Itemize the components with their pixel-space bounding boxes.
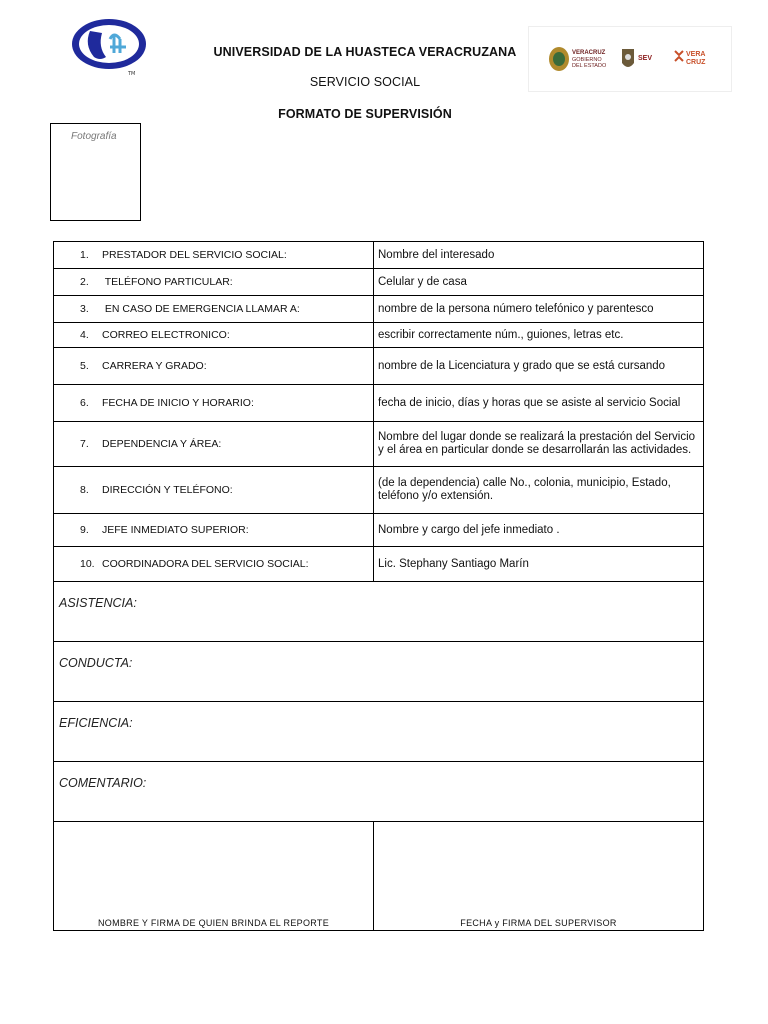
form-title: FORMATO DE SUPERVISIÓN [278, 107, 452, 121]
university-name: UNIVERSIDAD DE LA HUASTECA VERACRUZANA [213, 45, 517, 59]
row-value[interactable]: nombre de la persona número telefónico y parentesco [374, 296, 704, 323]
form-row [54, 422, 704, 467]
row-value[interactable]: fecha de inicio, días y horas que se asiste al servicio Social [374, 385, 704, 422]
svg-text:VERA: VERA [686, 51, 706, 58]
university-logo [70, 17, 150, 77]
row-value[interactable]: Lic. Stephany Santiago Marín [374, 547, 704, 582]
svg-text:CRUZ: CRUZ [686, 59, 706, 66]
row-label: 4. CORREO ELECTRONICO: [54, 323, 374, 348]
conducta-field[interactable]: CONDUCTA: [54, 642, 704, 702]
row-label: 7. DEPENDENCIA Y ÁREA: [54, 422, 374, 467]
row-value[interactable]: escribir correctamente núm., guiones, letras etc. [374, 323, 704, 348]
row-label: 6. FECHA DE INICIO Y HORARIO: [54, 385, 374, 422]
logo-tm: TM [128, 71, 136, 77]
row-value[interactable]: nombre de la Licenciatura y grado que se está cursando [374, 348, 704, 385]
row-value[interactable]: Nombre y cargo del jefe inmediato . [374, 514, 704, 547]
row-value[interactable]: (de la dependencia) calle No., colonia, municipio, Estado, teléfono y/o extensión. [374, 467, 704, 514]
eval-row-eficiencia [54, 702, 704, 762]
photo-box[interactable] [50, 123, 141, 221]
svg-text:DEL ESTADO: DEL ESTADO [572, 63, 607, 69]
gov-veracruz-text: VERACRUZ [572, 50, 606, 56]
form-row [54, 296, 704, 323]
row-label: 5. CARRERA Y GRADO: [54, 348, 374, 385]
form-row [54, 269, 704, 296]
form-row [54, 547, 704, 582]
form-row [54, 467, 704, 514]
signature-reporter[interactable]: NOMBRE Y FIRMA DE QUIEN BRINDA EL REPORTE [54, 822, 374, 931]
svg-text:GOBIERNO: GOBIERNO [572, 57, 602, 63]
form-row [54, 242, 704, 269]
comentario-field[interactable]: COMENTARIO: [54, 762, 704, 822]
form-row [54, 514, 704, 547]
form-row [54, 385, 704, 422]
row-label: 2. TELÉFONO PARTICULAR: [54, 269, 374, 296]
row-label: 9. JEFE INMEDIATO SUPERIOR: [54, 514, 374, 547]
asistencia-field[interactable]: ASISTENCIA: [54, 582, 704, 642]
eval-row-asistencia [54, 582, 704, 642]
veracruz-shield-icon [549, 47, 569, 71]
row-value[interactable]: Nombre del interesado [374, 242, 704, 269]
photo-label: Fotografía [71, 131, 117, 142]
government-logos [528, 26, 732, 92]
eficiencia-field[interactable]: EFICIENCIA: [54, 702, 704, 762]
row-label: 1. PRESTADOR DEL SERVICIO SOCIAL: [54, 242, 374, 269]
row-label: 3. EN CASO DE EMERGENCIA LLAMAR A: [54, 296, 374, 323]
eval-row-comentario [54, 762, 704, 822]
signature-supervisor[interactable]: FECHA y FIRMA DEL SUPERVISOR [374, 822, 704, 931]
row-value[interactable]: Nombre del lugar donde se realizará la prestación del Servicio y el área en particular donde se desarrollarán las actividades. [374, 422, 704, 467]
signature-row [54, 822, 704, 931]
row-label: 10. COORDINADORA DEL SERVICIO SOCIAL: [54, 547, 374, 582]
supervision-form-table [53, 241, 704, 931]
vera-cruz-logo-icon [675, 51, 683, 61]
sev-shield-icon [622, 49, 634, 67]
row-label: 8. DIRECCIÓN Y TELÉFONO: [54, 467, 374, 514]
subtitle: SERVICIO SOCIAL [309, 75, 421, 89]
eval-row-conducta [54, 642, 704, 702]
form-row [54, 323, 704, 348]
sev-text: SEV [638, 55, 653, 62]
row-value[interactable]: Celular y de casa [374, 269, 704, 296]
form-row [54, 348, 704, 385]
